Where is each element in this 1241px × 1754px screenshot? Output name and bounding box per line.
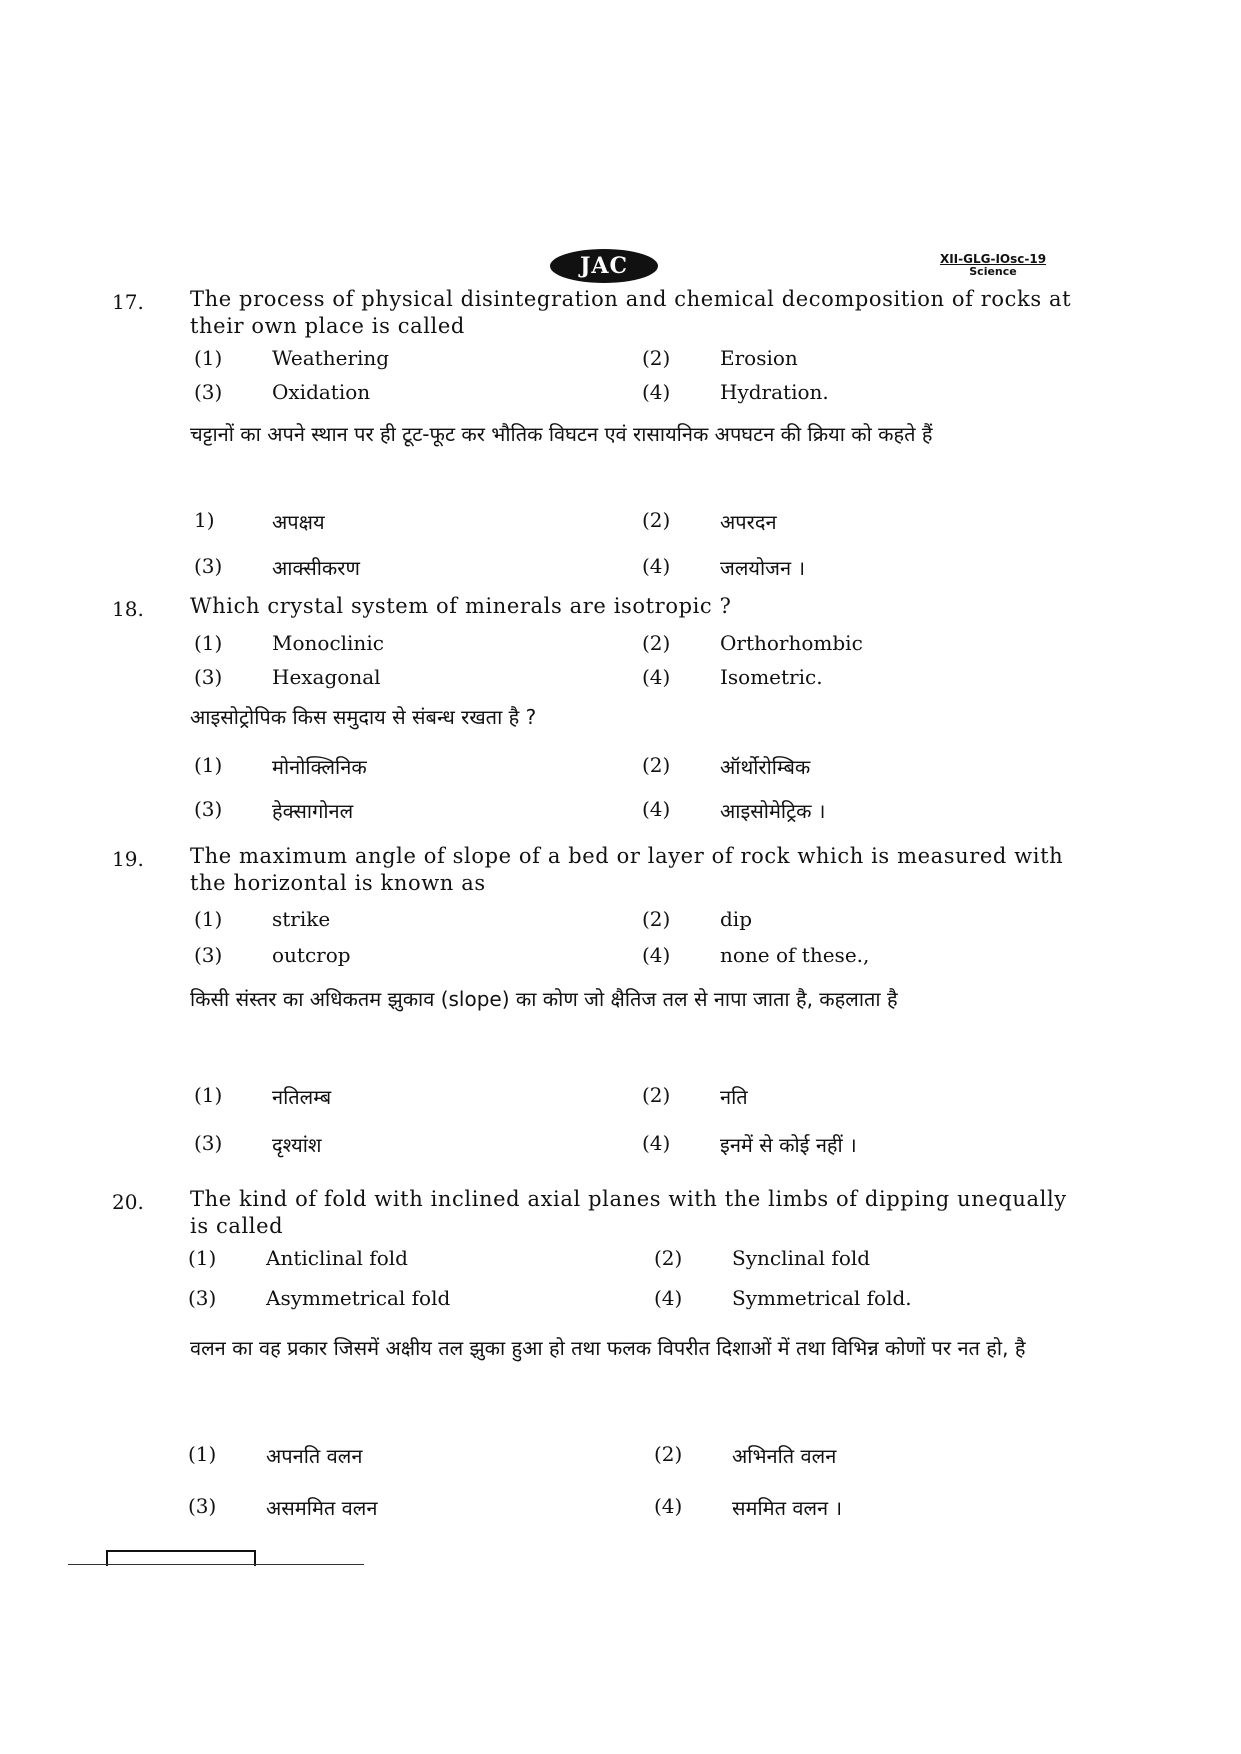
- question-text-hi: चट्टानों का अपने स्थान पर ही टूट-फूट कर भौतिक विघटन एवं रासायनिक अपघटन की क्रिया को कहते हैं: [190, 422, 933, 446]
- jac-logo: JAC: [550, 249, 658, 283]
- question-number: 19.: [112, 847, 144, 871]
- question-text-en: The kind of fold with inclined axial planes with the limbs of dipping unequally is called: [190, 1187, 1067, 1238]
- question-text-en: The maximum angle of slope of a bed or layer of rock which is measured with the horizontal is known as: [190, 844, 1064, 895]
- exam-page: JAC XII-GLG-IOsc-19 Science 17. The process of physical disintegration and chemical decomposition of rocks at their own place is called (1) Weathering (2) Erosion (3) Oxidation (4) Hydration. चट्टानों का अपने स्थान पर ही टूट-फूट कर भौतिक विघटन एवं रासायनिक अपघटन की क्रिया को कहते हैं 1) अपक्षय (2) अपरदन (3) आक्सीकरण (4) जलयोजन । 18. Which crystal system of minerals are isotropic ? (1) Monoclinic (2) Orthorhombic (3) Hexagonal (4) Isometric. आइसोट्रोपिक किस समुदाय से संबन्ध रखता है ? (1) मोनोक्लिनिक (2) ऑर्थोरोम्बिक (3) हेक्सागोनल (4) आइसोमेट्रिक । 19. The maximum angle of slope of a bed or layer of rock which is measured with the horizontal is known as (1) strike (2) dip (3) outcrop (4) none of these., किसी संस्तर का अधिकतम झुकाव (slope) का कोण जो क्षैतिज तल से नापा जाता है, कहलाता है (1) नतिलम्ब (2) नति (3) दृश्यांश (4) इनमें से कोई नहीं । 20. The kind of fold with inclined axial planes with the limbs of dipping unequally is called (1) Anticlinal fold (2) Synclinal fold (3) Asymmetrical fold (4) Symmetrical fold. वलन का वह प्रकार जिसमें अक्षीय तल झुका हुआ हो तथा फलक विपरीत दिशाओं में तथा विभिन्न कोणों पर नत हो, है (1) अपनति वलन (2) अभिनति वलन (3) असममित वलन (4) सममित वलन ।: [0, 0, 1241, 1754]
- question-text-hi: किसी संस्तर का अधिकतम झुकाव (slope) का कोण जो क्षैतिज तल से नापा जाता है, कहलाता है: [190, 987, 898, 1011]
- question-text-hi: वलन का वह प्रकार जिसमें अक्षीय तल झुका हुआ हो तथा फलक विपरीत दिशाओं में तथा विभिन्न कोणों पर नत हो, है: [190, 1336, 1026, 1360]
- question-text-hi: आइसोट्रोपिक किस समुदाय से संबन्ध रखता है ?: [190, 705, 537, 729]
- question-number: 20.: [112, 1190, 144, 1214]
- paper-code-line: XII-GLG-IOsc-19: [939, 252, 1047, 266]
- paper-subject: Science: [969, 265, 1017, 278]
- question-text-en: The process of physical disintegration and chemical decomposition of rocks at their own place is called: [190, 287, 1072, 338]
- footer-rule: [68, 1564, 364, 1565]
- paper-code: [918, 253, 1068, 278]
- question-number: 18.: [112, 597, 144, 621]
- question-text-en: Which crystal system of minerals are isotropic ?: [190, 594, 732, 618]
- question-number: 17.: [112, 290, 144, 314]
